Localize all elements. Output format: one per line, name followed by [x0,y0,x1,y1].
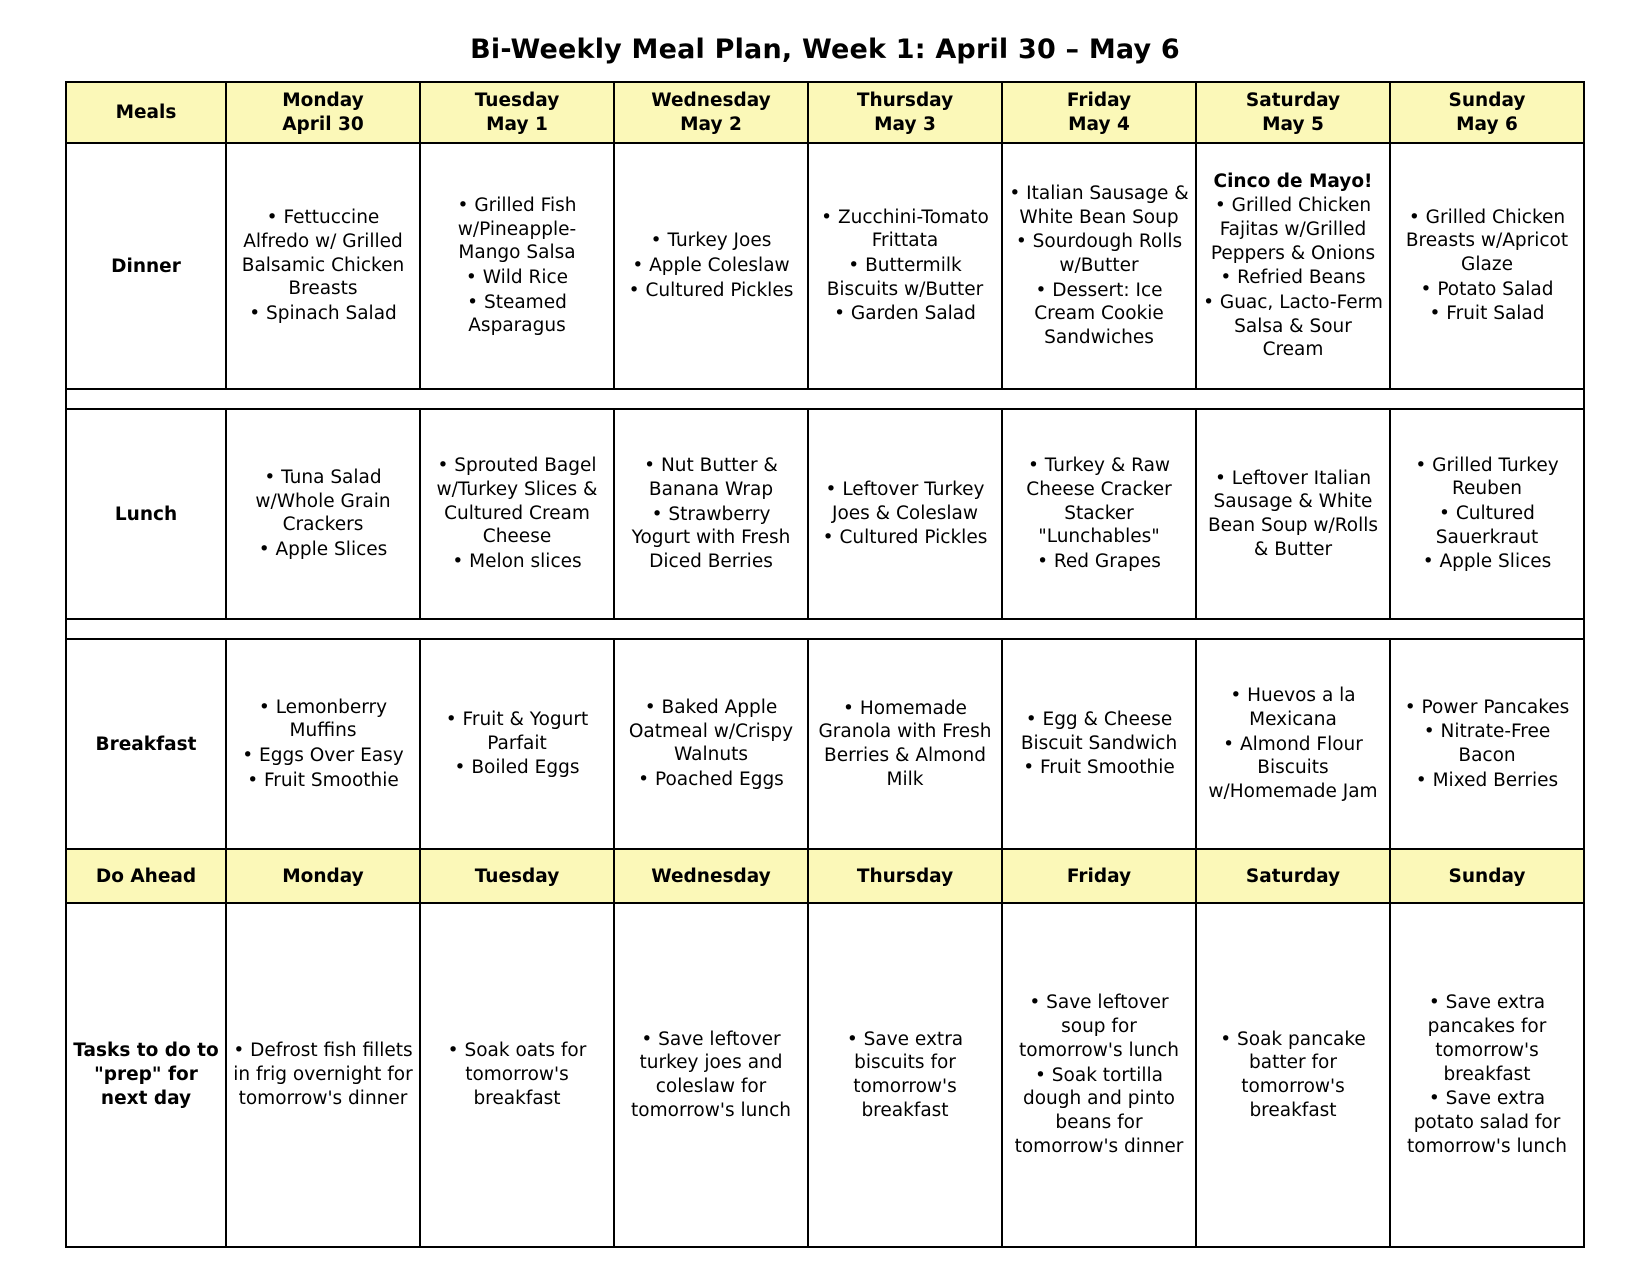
item-list [427,194,607,338]
list-item: • Fettuccine Alfredo w/ Grilled Balsamic Chicken Breasts [233,206,413,301]
item-list [815,478,995,550]
list-item: • Homemade Granola with Fresh Berries & Almond Milk [815,697,995,792]
item-list [1397,206,1577,326]
cell-dinner-saturday [1196,143,1390,389]
cell-dinner-sunday [1390,143,1584,389]
item-list [233,206,413,325]
day-name: Thursday [856,90,954,111]
list-item: • Nitrate-Free Bacon [1397,720,1577,767]
item-list [621,454,801,573]
day-date: May 5 [1262,113,1324,135]
row-label-tasks: Tasks to do to "prep" for next day [66,903,226,1247]
day-name: Monday [282,90,364,111]
list-item: • Egg & Cheese Biscuit Sandwich [1009,708,1189,755]
cell-breakfast-sunday [1390,639,1584,849]
day-date: May 3 [874,113,936,135]
list-item: • Apple Coleslaw [621,254,801,278]
cell-tasks-friday [1002,903,1196,1247]
list-item: • Tuna Salad w/Whole Grain Crackers [233,466,413,537]
do-ahead-day-sunday: Sunday [1390,849,1584,903]
list-item: • Huevos a la Mexicana [1203,684,1383,731]
item-list [1203,467,1383,562]
cell-lunch-friday [1002,409,1196,619]
item-list [621,696,801,792]
cell-lunch-thursday [808,409,1002,619]
list-item: • Eggs Over Easy [233,744,413,768]
list-item: • Poached Eggs [621,768,801,792]
cell-dinner-thursday [808,143,1002,389]
list-item: • Grilled Chicken Breasts w/Apricot Glaze [1397,206,1577,277]
cell-lunch-monday [226,409,420,619]
cell-lunch-tuesday [420,409,614,619]
list-item: • Sprouted Bagel w/Turkey Slices & Cultured Cream Cheese [427,454,607,549]
row-lunch [66,409,1584,619]
cell-dinner-wednesday [614,143,808,389]
do-ahead-day-monday: Monday [226,849,420,903]
list-item: • Soak tortilla dough and pinto beans for tomorrow's dinner [1009,1064,1189,1159]
day-name: Saturday [1245,90,1341,111]
cell-tasks-saturday [1196,903,1390,1247]
list-item: • Almond Flour Biscuits w/Homemade Jam [1203,733,1383,804]
item-list [1397,696,1577,793]
item-list [1009,991,1189,1158]
cell-dinner-monday [226,143,420,389]
item-list [233,1039,413,1110]
day-date: May 1 [486,113,548,135]
list-item: • Save leftover soup for tomorrow's lunch [1009,991,1189,1062]
cell-breakfast-monday [226,639,420,849]
do-ahead-day-tuesday: Tuesday [420,849,614,903]
header-meals: Meals [66,82,226,143]
header-day-saturday [1196,82,1390,143]
list-item: • Leftover Italian Sausage & White Bean Soup w/Rolls & Butter [1203,467,1383,562]
list-item: • Cultured Pickles [815,526,995,550]
row-do-ahead-header [66,849,1584,903]
item-list [815,1028,995,1123]
list-item: • Boiled Eggs [427,756,607,780]
list-item: • Power Pancakes [1397,696,1577,720]
cell-lunch-sunday [1390,409,1584,619]
list-item: • Nut Butter & Banana Wrap [621,454,801,501]
item-list [1203,684,1383,803]
list-item: • Fruit Smoothie [233,769,413,793]
cell-tasks-thursday [808,903,1002,1247]
list-item: • Cultured Pickles [621,279,801,303]
header-day-wednesday [614,82,808,143]
list-item: • Fruit Smoothie [1009,756,1189,780]
item-list [621,229,801,302]
list-item: • Guac, Lacto-Ferm Salsa & Sour Cream [1203,291,1383,362]
item-list [1397,454,1577,574]
list-item: • Save leftover turkey joes and coleslaw for tomorrow's lunch [621,1028,801,1123]
list-item: • Sourdough Rolls w/Butter [1009,230,1189,277]
do-ahead-day-friday: Friday [1002,849,1196,903]
list-item: • Grilled Turkey Reuben [1397,454,1577,501]
cell-dinner-friday [1002,143,1196,389]
cell-tasks-tuesday [420,903,614,1247]
list-item: • Grilled Chicken Fajitas w/Grilled Peppers & Onions [1203,194,1383,265]
list-item: • Baked Apple Oatmeal w/Crispy Walnuts [621,696,801,767]
header-day-friday [1002,82,1196,143]
item-list [233,466,413,562]
item-list [1203,1028,1383,1123]
list-item: • Zucchini-Tomato Frittata [815,206,995,253]
list-item: • Leftover Turkey Joes & Coleslaw [815,478,995,525]
list-item: • Steamed Asparagus [427,291,607,338]
item-list [427,1039,607,1110]
day-name: Wednesday [651,90,771,111]
cell-lunch-wednesday [614,409,808,619]
item-list [621,1028,801,1123]
item-list [1397,991,1577,1158]
list-item: • Save extra biscuits for tomorrow's breakfast [815,1028,995,1123]
list-item: • Red Grapes [1009,550,1189,574]
header-day-tuesday [420,82,614,143]
list-item: • Spinach Salad [233,302,413,326]
header-day-sunday [1390,82,1584,143]
row-tasks [66,903,1584,1247]
item-list [815,697,995,792]
header-do-ahead: Do Ahead [66,849,226,903]
header-day-monday [226,82,420,143]
item-list [1009,454,1189,573]
day-name: Friday [1066,90,1132,111]
cell-breakfast-tuesday [420,639,614,849]
do-ahead-day-saturday: Saturday [1196,849,1390,903]
list-item: • Lemonberry Muffins [233,696,413,743]
list-item: • Grilled Fish w/Pineapple-Mango Salsa [427,194,607,265]
list-item: • Strawberry Yogurt with Fresh Diced Berries [621,503,801,574]
cell-tasks-sunday [1390,903,1584,1247]
list-item: • Dessert: Ice Cream Cookie Sandwiches [1009,279,1189,350]
cell-lunch-saturday [1196,409,1390,619]
list-item: • Soak pancake batter for tomorrow's breakfast [1203,1028,1383,1123]
list-item: • Italian Sausage & White Bean Soup [1009,182,1189,229]
list-item: • Save extra potato salad for tomorrow's lunch [1397,1087,1577,1158]
day-date: May 6 [1456,113,1518,135]
row-label-dinner: Dinner [66,143,226,389]
cell-breakfast-thursday [808,639,1002,849]
day-date: May 4 [1068,113,1130,135]
list-item: • Turkey Joes [621,229,801,253]
item-list [1203,194,1383,362]
cell-breakfast-saturday [1196,639,1390,849]
item-list [1009,708,1189,780]
do-ahead-day-thursday: Thursday [808,849,1002,903]
item-list [1009,182,1189,350]
row-dinner [66,143,1584,389]
day-name: Sunday [1448,90,1526,111]
row-breakfast [66,639,1584,849]
cell-tasks-wednesday [614,903,808,1247]
list-item: • Mixed Berries [1397,769,1577,793]
list-item: • Wild Rice [427,266,607,290]
meal-plan-table [65,81,1585,1248]
list-item: • Apple Slices [233,538,413,562]
cell-breakfast-friday [1002,639,1196,849]
header-day-thursday [808,82,1002,143]
list-item: • Save extra pancakes for tomorrow's breakfast [1397,991,1577,1086]
row-label-lunch: Lunch [66,409,226,619]
item-list [815,206,995,326]
day-date: April 30 [282,113,364,135]
list-item: • Cultured Sauerkraut [1397,502,1577,549]
list-item: • Refried Beans [1203,266,1383,290]
item-list [427,708,607,780]
row-separator [66,619,1584,639]
list-item: • Melon slices [427,550,607,574]
page-title: Bi-Weekly Meal Plan, Week 1: April 30 – May 6 [470,34,1180,65]
day-name: Tuesday [474,90,560,111]
item-list [427,454,607,573]
list-item: • Defrost fish fillets in frig overnight for tomorrow's dinner [233,1039,413,1110]
table-header-row [66,82,1584,143]
list-item: • Fruit Salad [1397,302,1577,326]
list-item: • Potato Salad [1397,278,1577,302]
list-item: • Apple Slices [1397,550,1577,574]
list-item: • Fruit & Yogurt Parfait [427,708,607,755]
cell-breakfast-wednesday [614,639,808,849]
do-ahead-day-wednesday: Wednesday [614,849,808,903]
list-item: • Buttermilk Biscuits w/Butter [815,254,995,301]
row-separator [66,389,1584,409]
list-item: • Turkey & Raw Cheese Cracker Stacker "Lunchables" [1009,454,1189,549]
cell-note: Cinco de Mayo! [1213,170,1373,192]
cell-dinner-tuesday [420,143,614,389]
list-item: • Garden Salad [815,302,995,326]
item-list [233,696,413,793]
cell-tasks-monday [226,903,420,1247]
row-label-breakfast: Breakfast [66,639,226,849]
day-date: May 2 [680,113,742,135]
list-item: • Soak oats for tomorrow's breakfast [427,1039,607,1110]
